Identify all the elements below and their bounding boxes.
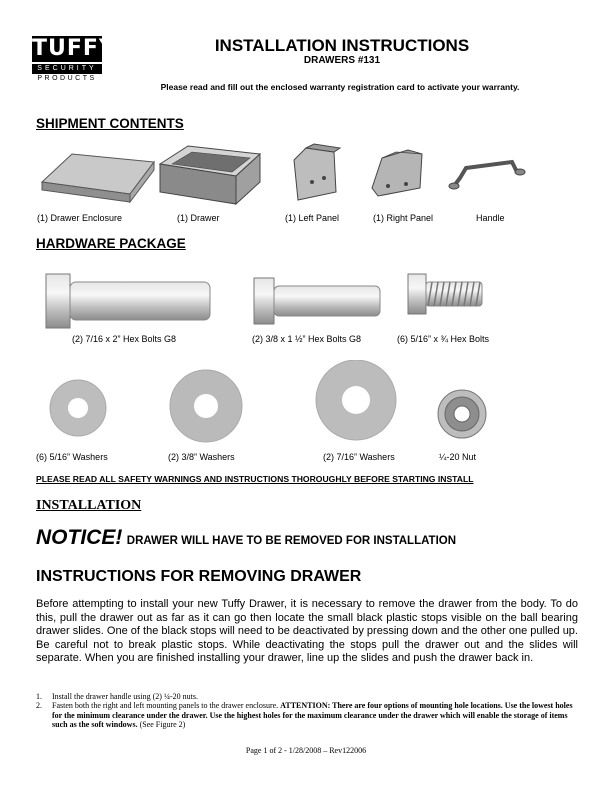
step-item — [36, 701, 578, 729]
remove-drawer-paragraph: Before attempting to install your new Tuffy Drawer, it is necessary to remove the drawer from the body. To do this, pull the drawer out as far as it can go then locate the small black plastic stops visible on the ball bearing drawer slides. One of the black stops will need to be deactivated by pressing down and the other one pulled up. Be careful not to break plastic stops. While deactivating the stops pull the drawer out and the slides will separate. When you are finished installing your drawer, line up the slides and push the drawer back in. — [36, 598, 578, 665]
right-panel-image — [372, 150, 422, 196]
caption-bolt-3-8: (2) 3/8 x 1 ½” Hex Bolts G8 — [252, 334, 362, 344]
washer-5-16-image — [50, 380, 106, 436]
installation-heading: INSTALLATION — [36, 498, 142, 513]
caption-drawer-enclosure: (1) Drawer Enclosure — [37, 213, 123, 223]
caption-bolt-5-16: (6) 5/16” x ¾ Hex Bolts — [397, 334, 490, 344]
caption-washer-7-16: (2) 7/16” Washers — [323, 452, 395, 462]
logo-line-products: PRODUCTS — [37, 75, 97, 82]
caption-drawer: (1) Drawer — [177, 213, 220, 223]
drawer-image — [160, 146, 260, 204]
safety-warning: PLEASE READ ALL SAFETY WARNINGS AND INSTRUCTIONS THOROUGHLY BEFORE STARTING INSTALL — [36, 474, 474, 484]
caption-washer-3-8: (2) 3/8” Washers — [168, 452, 235, 462]
washer-7-16-image — [316, 360, 396, 440]
logo-line-security: SECURITY — [32, 64, 102, 74]
caption-bolt-7-16: (2) 7/16 x 2” Hex Bolts G8 — [72, 334, 177, 344]
caption-nut: ¼-20 Nut — [439, 452, 477, 462]
shipment-heading: SHIPMENT CONTENTS — [36, 116, 184, 131]
notice-label: NOTICE! — [36, 526, 123, 549]
notice-line — [36, 526, 456, 550]
hex-bolt-3-8-image — [254, 278, 380, 324]
handle-image — [449, 162, 525, 189]
page-title: INSTALLATION INSTRUCTIONS — [214, 36, 470, 55]
washer-illustrations — [36, 360, 576, 452]
hardware-heading: HARDWARE PACKAGE — [36, 236, 186, 251]
hex-bolt-5-16-image — [408, 274, 482, 314]
installation-steps — [36, 692, 578, 730]
warranty-notice: Please read and fill out the enclosed warranty registration card to activate your warranty. — [160, 82, 520, 92]
step-attention: ATTENTION: There are four options of mounting hole locations. Use the lowest holes for the minimum clearance under the drawer. Use the highest holes for the maximum clearance under the drawer which will enable the storage of items such as the soft windows. — [52, 701, 573, 730]
page-footer: Page 1 of 2 - 1/28/2008 – Rev122006 — [245, 746, 367, 755]
step-number: 2. — [36, 701, 42, 711]
caption-left-panel: (1) Left Panel — [285, 213, 340, 223]
caption-handle: Handle — [476, 213, 505, 223]
shipment-illustrations — [36, 142, 576, 214]
step-figure-ref: (See Figure 2) — [139, 720, 186, 730]
drawer-enclosure-image — [42, 154, 154, 202]
step-number: 1. — [36, 692, 42, 701]
remove-drawer-heading: INSTRUCTIONS FOR REMOVING DRAWER — [36, 568, 362, 585]
logo-wordmark: TUFFY — [32, 36, 116, 61]
left-panel-image — [294, 144, 340, 200]
page-subtitle: DRAWERS #131 — [303, 55, 381, 66]
caption-washer-5-16: (6) 5/16” Washers — [36, 452, 108, 462]
step-text: Fasten both the right and left mounting panels to the drawer enclosure. — [52, 701, 279, 711]
washer-3-8-image — [170, 370, 242, 442]
step-text: Install the drawer handle using (2) ¼-20 nuts. — [52, 692, 198, 701]
bolt-illustrations — [36, 264, 576, 332]
step-item — [36, 692, 578, 701]
tuffy-logo — [32, 36, 116, 84]
notice-text: DRAWER WILL HAVE TO BE REMOVED FOR INSTALLATION — [126, 535, 457, 547]
caption-right-panel: (1) Right Panel — [373, 213, 434, 223]
hex-bolt-7-16-image — [46, 274, 210, 328]
nut-image — [438, 390, 486, 438]
